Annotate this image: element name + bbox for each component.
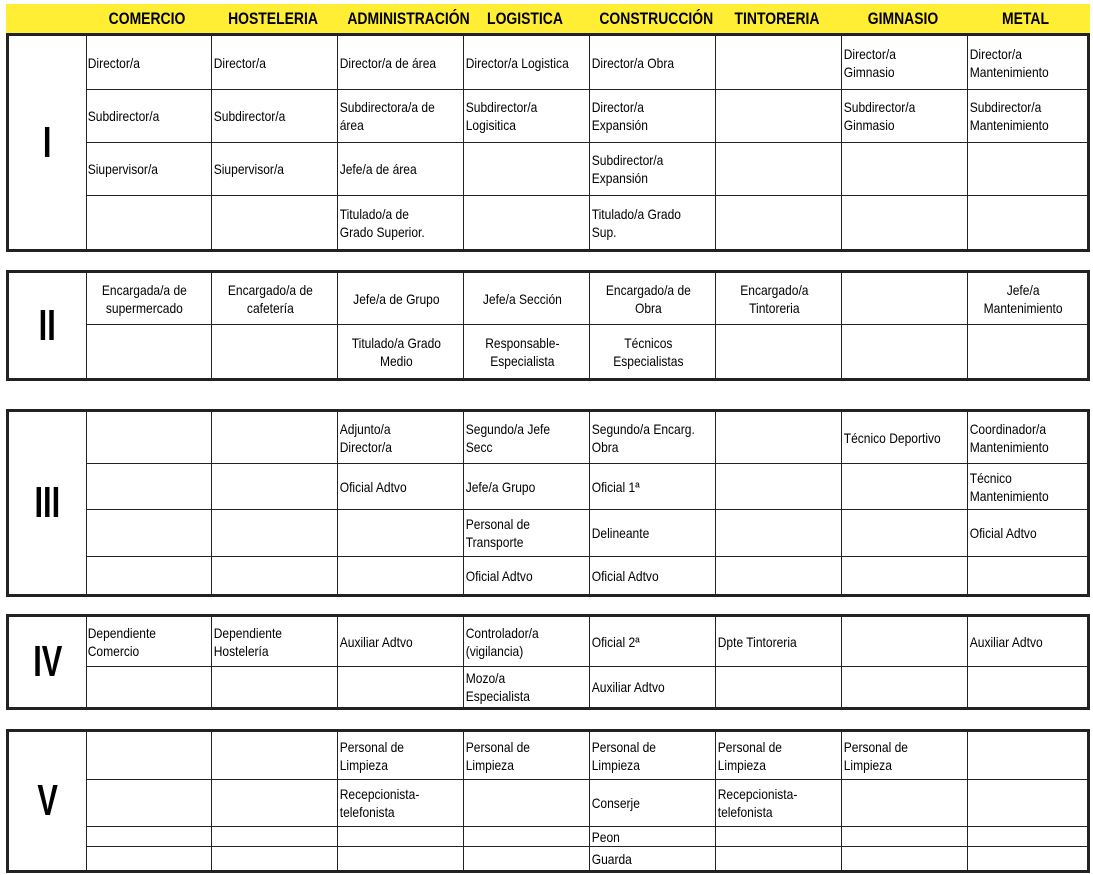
- table-cell: [590, 732, 716, 780]
- table-cell: [590, 667, 716, 707]
- cell-text: Director/a Expansión: [591, 99, 648, 133]
- table-cell: [968, 325, 1087, 378]
- table-cell: [968, 827, 1087, 847]
- table-cell: [464, 90, 590, 143]
- cell-text: Subdirectora/a de área: [339, 99, 435, 133]
- table-cell: [86, 464, 212, 510]
- cell-text: Conserje: [591, 795, 640, 811]
- column-header-metal: METAL: [1002, 9, 1049, 28]
- table-cell: [716, 196, 842, 249]
- table-cell: [716, 325, 842, 378]
- group-v: [6, 729, 1090, 873]
- table-cell: [716, 557, 842, 594]
- group-roman-numeral: II: [38, 300, 57, 350]
- table-cell: [464, 464, 590, 510]
- table-cell: [842, 827, 968, 847]
- cell-text: Técnicos Especialistas: [613, 334, 684, 369]
- table-cell: [338, 325, 464, 378]
- table-cell: [716, 667, 842, 707]
- cell-text: Oficial Adtvo: [591, 567, 659, 584]
- table-cell: [842, 412, 968, 464]
- group-roman-numeral: I: [43, 117, 52, 167]
- cell-text: Titulado/a de Grado Superior.: [339, 205, 425, 240]
- table-cell: [968, 667, 1087, 707]
- table-cell: [212, 90, 338, 143]
- table-cell: [842, 273, 968, 325]
- table-cell: [212, 827, 338, 847]
- table-cell: [464, 780, 590, 827]
- cell-text: Recepcionista-telefonista: [339, 786, 420, 820]
- table-cell: [716, 510, 842, 557]
- table-cell: [716, 143, 842, 196]
- group-label-cell: [9, 36, 87, 249]
- table-cell: [464, 273, 590, 325]
- table-cell: [968, 273, 1087, 325]
- table-cell: [968, 617, 1087, 667]
- table-cell: [716, 780, 842, 827]
- table-cell: [590, 90, 716, 143]
- cell-text: Segundo/a Encarg. Obra: [591, 420, 695, 455]
- cell-text: Director/a Mantenimiento: [969, 45, 1049, 80]
- table-cell: [212, 557, 338, 594]
- table-cell: [716, 847, 842, 870]
- cell-text: Auxiliar Adtvo: [591, 679, 665, 695]
- cell-text: Jefe/a Sección: [482, 290, 562, 307]
- cell-text: Responsable-Especialista: [485, 334, 560, 369]
- table-cell: [590, 412, 716, 464]
- cell-text: Encargada/a de supermercado: [101, 281, 187, 316]
- column-header-bar: [6, 4, 1090, 33]
- table-cell: [842, 510, 968, 557]
- cell-text: Dependiente Comercio: [87, 624, 157, 659]
- cell-text: Guarda: [591, 850, 632, 867]
- table-cell: [338, 827, 464, 847]
- cell-text: Recepcionista-telefonista: [717, 786, 798, 820]
- table-cell: [968, 464, 1087, 510]
- table-cell: [464, 732, 590, 780]
- column-header-comercio: COMERCIO: [108, 9, 186, 28]
- cell-text: Director/a Gimnasio: [843, 45, 896, 80]
- cell-text: Segundo/a Jefe Secc: [465, 420, 551, 455]
- group-label-cell: [9, 617, 87, 707]
- table-cell: [590, 557, 716, 594]
- table-cell: [842, 196, 968, 249]
- table-cell: [86, 510, 212, 557]
- cell-text: Director/a: [213, 54, 266, 71]
- table-cell: [716, 412, 842, 464]
- table-cell: [212, 412, 338, 464]
- table-cell: [338, 412, 464, 464]
- table-cell: [86, 325, 212, 378]
- table-cell: [716, 827, 842, 847]
- cell-text: Peon: [591, 828, 620, 845]
- table-cell: [464, 325, 590, 378]
- table-cell: [464, 667, 590, 707]
- table-cell: [590, 273, 716, 325]
- table-cell: [86, 143, 212, 196]
- table-cell: [86, 273, 212, 325]
- table-cell: [716, 617, 842, 667]
- cell-text: Dependiente Hostelería: [213, 624, 283, 659]
- table-cell: [212, 273, 338, 325]
- table-cell: [212, 143, 338, 196]
- table-cell: [338, 36, 464, 90]
- cell-text: Jefe/a Grupo: [465, 478, 536, 495]
- table-cell: [338, 847, 464, 870]
- group-roman-numeral: III: [34, 478, 61, 527]
- table-cell: [842, 732, 968, 780]
- table-cell: [968, 90, 1087, 143]
- table-cell: [338, 273, 464, 325]
- group-i: [6, 33, 1090, 252]
- table-cell: [86, 847, 212, 870]
- column-header-administracion: ADMINISTRACIÓN: [347, 9, 470, 28]
- table-cell: [338, 617, 464, 667]
- table-cell: [842, 143, 968, 196]
- cell-text: Subdirector/a Ginmasio: [843, 99, 916, 133]
- table-cell: [842, 780, 968, 827]
- group-label-cell: [9, 412, 87, 594]
- cell-text: Personal de Transporte: [465, 516, 530, 550]
- table-cell: [590, 36, 716, 90]
- table-cell: [968, 780, 1087, 827]
- cell-text: Controlador/a (vigilancia): [465, 624, 539, 659]
- cell-text: Jefe/a Mantenimiento: [984, 281, 1064, 316]
- table-cell: [464, 412, 590, 464]
- cell-text: Oficial Adtvo: [339, 478, 407, 495]
- table-cell: [590, 510, 716, 557]
- table-cell: [968, 412, 1087, 464]
- table-cell: [716, 273, 842, 325]
- group-iv: [6, 614, 1090, 710]
- cell-text: Oficial 1ª: [591, 478, 640, 495]
- column-header-hosteleria: HOSTELERIA: [228, 9, 318, 28]
- table-cell: [464, 557, 590, 594]
- group-label-cell: [9, 732, 87, 870]
- column-header-tintoreria: TINTORERIA: [734, 9, 820, 28]
- table-cell: [464, 827, 590, 847]
- cell-text: Subdirector/a: [87, 108, 160, 124]
- column-header-gimnasio: GIMNASIO: [867, 9, 939, 28]
- table-cell: [716, 464, 842, 510]
- table-cell: [968, 196, 1087, 249]
- table-cell: [338, 557, 464, 594]
- table-cell: [86, 90, 212, 143]
- table-cell: [86, 36, 212, 90]
- cell-text: Siupervisor/a: [87, 161, 158, 177]
- table-cell: [86, 827, 212, 847]
- cell-text: Dpte Tintoreria: [717, 633, 797, 650]
- table-cell: [590, 847, 716, 870]
- table-cell: [86, 412, 212, 464]
- cell-text: Director/a Obra: [591, 54, 675, 71]
- cell-text: Técnico Mantenimiento: [969, 469, 1049, 504]
- table-cell: [464, 196, 590, 249]
- cell-text: Oficial 2ª: [591, 633, 640, 650]
- table-cell: [86, 196, 212, 249]
- table-cell: [212, 510, 338, 557]
- cell-text: Mozo/a Especialista: [465, 670, 530, 704]
- table-cell: [968, 847, 1087, 870]
- table-cell: [86, 780, 212, 827]
- group-roman-numeral: IV: [32, 637, 63, 686]
- cell-text: Auxiliar Adtvo: [339, 633, 413, 650]
- table-cell: [968, 36, 1087, 90]
- table-cell: [842, 617, 968, 667]
- cell-text: Director/a Logistica: [465, 54, 569, 71]
- table-cell: [212, 847, 338, 870]
- table-cell: [842, 464, 968, 510]
- table-cell: [842, 90, 968, 143]
- cell-text: Delineante: [591, 525, 650, 541]
- cell-text: Personal de Limpieza: [339, 738, 404, 773]
- cell-text: Subdirector/a Logisitica: [465, 99, 538, 133]
- cell-text: Coordinador/a Mantenimiento: [969, 420, 1049, 455]
- table-cell: [212, 732, 338, 780]
- table-cell: [212, 780, 338, 827]
- table-cell: [590, 464, 716, 510]
- column-header-logistica: LOGISTICA: [487, 9, 563, 28]
- table-cell: [464, 510, 590, 557]
- cell-text: Jefe/a de Grupo: [353, 290, 440, 307]
- table-cell: [716, 90, 842, 143]
- table-cell: [212, 667, 338, 707]
- cell-text: Jefe/a de área: [339, 161, 417, 177]
- cell-text: Director/a de área: [339, 54, 437, 71]
- group-label-cell: [9, 273, 87, 378]
- table-cell: [338, 780, 464, 827]
- table-cell: [590, 827, 716, 847]
- table-cell: [968, 510, 1087, 557]
- table-cell: [212, 325, 338, 378]
- table-cell: [590, 780, 716, 827]
- table-cell: [590, 617, 716, 667]
- cell-text: Subdirector/a: [213, 108, 286, 124]
- table-cell: [212, 617, 338, 667]
- table-cell: [968, 143, 1087, 196]
- cell-text: Encargado/a de cafetería: [227, 281, 313, 316]
- table-cell: [842, 36, 968, 90]
- table-cell: [338, 667, 464, 707]
- cell-text: Personal de Limpieza: [717, 738, 782, 773]
- table-cell: [338, 143, 464, 196]
- table-cell: [86, 557, 212, 594]
- table-cell: [842, 557, 968, 594]
- table-cell: [338, 510, 464, 557]
- group-ii: [6, 270, 1090, 381]
- table-cell: [338, 90, 464, 143]
- table-cell: [590, 196, 716, 249]
- table-cell: [464, 617, 590, 667]
- table-cell: [86, 732, 212, 780]
- table-cell: [212, 464, 338, 510]
- table-cell: [464, 143, 590, 196]
- cell-text: Subdirector/a Mantenimiento: [969, 99, 1049, 133]
- cell-text: Adjunto/a Director/a: [339, 420, 392, 455]
- group-roman-numeral: V: [37, 776, 58, 825]
- table-cell: [842, 325, 968, 378]
- table-cell: [464, 36, 590, 90]
- table-cell: [86, 617, 212, 667]
- table-cell: [212, 36, 338, 90]
- cell-text: Auxiliar Adtvo: [969, 633, 1043, 650]
- table-cell: [212, 196, 338, 249]
- column-header-construccion: CONSTRUCCIÓN: [599, 9, 714, 28]
- cell-text: Titulado/a Grado Medio: [351, 334, 441, 369]
- table-cell: [590, 325, 716, 378]
- cell-text: Subdirector/a Expansión: [591, 152, 664, 186]
- cell-text: Siupervisor/a: [213, 161, 284, 177]
- cell-text: Personal de Limpieza: [591, 738, 656, 773]
- table-cell: [338, 464, 464, 510]
- cell-text: Director/a: [87, 54, 140, 71]
- cell-text: Encargado/a Tintoreria: [740, 281, 809, 316]
- group-iii: [6, 409, 1090, 597]
- cell-text: Encargado/a de Obra: [605, 281, 691, 316]
- cell-text: Personal de Limpieza: [465, 738, 530, 773]
- table-cell: [464, 847, 590, 870]
- cell-text: Titulado/a Grado Sup.: [591, 205, 681, 240]
- table-cell: [716, 36, 842, 90]
- cell-text: Oficial Adtvo: [465, 567, 533, 584]
- cell-text: Personal de Limpieza: [843, 738, 908, 773]
- cell-text: Técnico Deportivo: [843, 429, 941, 446]
- cell-text: Oficial Adtvo: [969, 525, 1037, 541]
- table-cell: [842, 847, 968, 870]
- table-cell: [968, 557, 1087, 594]
- table-cell: [716, 732, 842, 780]
- table-cell: [842, 667, 968, 707]
- table-cell: [338, 196, 464, 249]
- table-cell: [968, 732, 1087, 780]
- table-cell: [338, 732, 464, 780]
- table-cell: [590, 143, 716, 196]
- table-cell: [86, 667, 212, 707]
